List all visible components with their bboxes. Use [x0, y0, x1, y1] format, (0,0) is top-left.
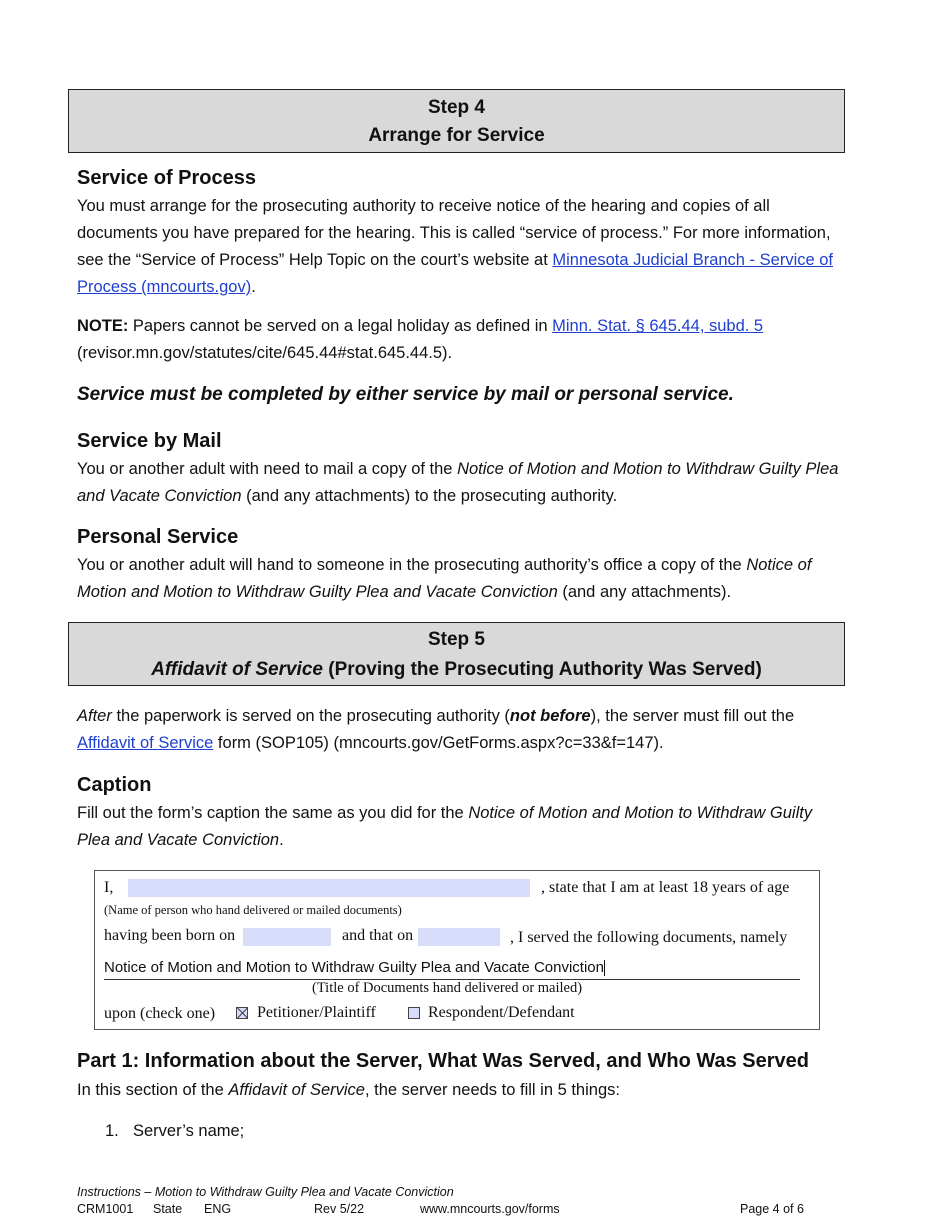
- step5-title: Affidavit of Service (Proving the Prosecuting Authority Was Served): [151, 659, 762, 680]
- caption-heading: Caption: [77, 774, 152, 796]
- minn-stat-link[interactable]: Minn. Stat. § 645.44, subd. 5: [552, 317, 764, 335]
- and-that-on-label: and that on: [342, 927, 414, 944]
- name-note: (Name of person who hand delivered or mailed documents): [104, 903, 402, 917]
- affidavit-of-service-link[interactable]: Affidavit of Service: [77, 734, 214, 752]
- part1-paragraph: In this section of the Affidavit of Service, the server needs to fill in 5 things:: [77, 1081, 620, 1099]
- step5-header: [68, 622, 845, 686]
- service-completed-statement: Service must be completed by either service by mail or personal service.: [77, 384, 734, 405]
- footer-lang: ENG: [204, 1202, 232, 1216]
- personal-service-paragraph: You or another adult will hand to someone in the prosecuting authority’s office a copy of the Notice of Motion and Motion to Withdraw Guilty Plea and Vacate Conviction (and any attachments).: [77, 556, 812, 601]
- respondent-label: Respondent/Defendant: [428, 1004, 575, 1021]
- state-age-text: , state that I am at least 18 years of age: [541, 879, 790, 896]
- service-by-mail-heading: Service by Mail: [77, 430, 222, 452]
- upon-label: upon (check one): [104, 1005, 216, 1022]
- caption-paragraph: Fill out the form’s caption the same as you did for the Notice of Motion and Motion to Withdraw Guilty Plea and Vacate Conviction.: [77, 804, 813, 849]
- title-note: (Title of Documents hand delivered or mailed): [312, 980, 583, 996]
- server-name-field[interactable]: [128, 879, 530, 897]
- birth-date-field[interactable]: [243, 928, 331, 946]
- respondent-checkbox[interactable]: [408, 1007, 420, 1019]
- note-paragraph: NOTE: Papers cannot be served on a legal holiday as defined in Minn. Stat. § 645.44, subd. 5 (revisor.mn.gov/statutes/cite/645.44#stat.645.44.5).: [77, 317, 764, 362]
- born-label: having been born on: [104, 927, 236, 944]
- footer-title: Instructions – Motion to Withdraw Guilty Plea and Vacate Conviction: [77, 1185, 454, 1199]
- footer-url: www.mncourts.gov/forms: [420, 1202, 560, 1216]
- affidavit-form-excerpt: [94, 870, 820, 1030]
- step4-header: [68, 89, 845, 153]
- i-label: I,: [104, 879, 114, 896]
- note-label: NOTE:: [77, 317, 129, 335]
- petitioner-label: Petitioner/Plaintiff: [257, 1004, 376, 1021]
- service-of-process-paragraph: You must arrange for the prosecuting authority to receive notice of the hearing and copies of all documents you have prepared for the hearing. This is called “service of process.” For more information, see the “Service of Process” Help Topic on the court’s website at Minnesota Judicial Branch - Service of Process (mncourts.gov).: [77, 197, 834, 296]
- service-by-mail-paragraph: You or another adult with need to mail a copy of the Notice of Motion and Motion to Withdraw Guilty Plea and Vacate Conviction (and any attachments) to the prosecuting authority.: [77, 460, 839, 505]
- after-paragraph: After the paperwork is served on the prosecuting authority (not before), the server must fill out the Affidavit of Service form (SOP105) (mncourts.gov/GetForms.aspx?c=33&f=147).: [77, 707, 795, 752]
- personal-service-heading: Personal Service: [77, 526, 239, 548]
- step5-number: Step 5: [427, 629, 486, 650]
- part1-heading: Part 1: Information about the Server, What Was Served, and Who Was Served: [77, 1050, 810, 1072]
- served-text: , I served the following documents, namely: [510, 929, 788, 946]
- step4-number: Step 4: [427, 97, 486, 118]
- service-of-process-heading: Service of Process: [77, 167, 256, 189]
- petitioner-checkbox[interactable]: [236, 1007, 248, 1019]
- service-date-field[interactable]: [418, 928, 500, 946]
- footer-rev: Rev 5/22: [314, 1202, 365, 1216]
- footer-code: CRM1001: [77, 1202, 134, 1216]
- list-item-text: Server’s name;: [133, 1122, 245, 1140]
- footer-state: State: [153, 1202, 183, 1216]
- text-cursor: [604, 960, 605, 976]
- revisor-url: (revisor.mn.gov/statutes/cite/645.44#stat.645.44.5).: [77, 344, 453, 362]
- step4-title: Arrange for Service: [368, 125, 545, 146]
- service-of-process-link[interactable]: Minnesota Judicial Branch - Service of Process (mncourts.gov): [77, 251, 834, 296]
- list-number: 1.: [105, 1122, 119, 1140]
- footer-page-number: Page 4 of 6: [740, 1202, 804, 1216]
- list-item: [77, 1118, 847, 1145]
- documents-served-field[interactable]: Notice of Motion and Motion to Withdraw Guilty Plea and Vacate Conviction: [104, 959, 800, 980]
